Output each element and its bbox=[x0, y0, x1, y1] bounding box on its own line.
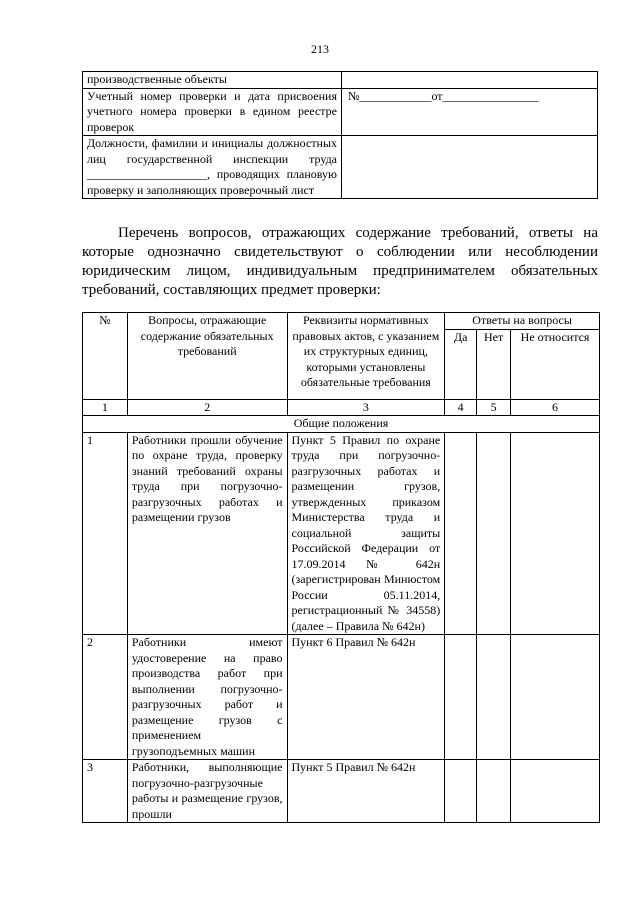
row-act: Пункт 6 Правил № 642н bbox=[287, 635, 445, 760]
col-number: 4 bbox=[445, 399, 477, 416]
row-act: Пункт 5 Правил по охране труда при погрузочно-разгрузочных работах и размещении грузов, утвержденных приказом Министерства труда и социальной защиты Российской Федерации от 17.09.2014 № 642н (зарегистрирован Минюстом России 05.11.2014, регистрационный № 34558) (далее – Правила № 642н) bbox=[287, 432, 445, 635]
answer-no-cell[interactable] bbox=[477, 432, 511, 635]
header-row bbox=[83, 313, 600, 330]
info-row bbox=[83, 88, 598, 136]
col-number: 3 bbox=[287, 399, 445, 416]
row-num: 2 bbox=[83, 635, 128, 760]
row-question: Работники, выполняющие погрузочно-разгрузочные работы и размещение грузов, прошли bbox=[127, 760, 287, 823]
answer-no-cell[interactable] bbox=[477, 635, 511, 760]
inspection-info-table bbox=[82, 71, 598, 199]
col-number: 5 bbox=[477, 399, 511, 416]
header-yes: Да bbox=[445, 329, 477, 399]
answer-yes-cell[interactable] bbox=[445, 760, 477, 823]
info-label: Должности, фамилии и инициалы должностных лиц государственной инспекции труда ____________________, проводящих плановую проверку и заполняющих проверочный лист bbox=[83, 136, 342, 199]
info-value: №____________от________________ bbox=[342, 88, 598, 136]
info-row bbox=[83, 72, 598, 89]
answer-na-cell[interactable] bbox=[511, 760, 600, 823]
table-row bbox=[83, 635, 600, 760]
table-row bbox=[83, 432, 600, 635]
row-question: Работники прошли обучение по охране труда, проверку знаний требований охраны труда при погрузочно-разгрузочных работах и размещении грузов bbox=[127, 432, 287, 635]
answer-yes-cell[interactable] bbox=[445, 432, 477, 635]
table-row bbox=[83, 760, 600, 823]
intro-paragraph: Перечень вопросов, отражающих содержание требований, ответы на которые однозначно свидетельствуют о соблюдении или несоблюдении юридическим лицом, индивидуальным предпринимателем обязательных требований, составляющих предмет проверки: bbox=[82, 225, 598, 298]
checklist-table bbox=[82, 312, 600, 823]
header-num: № bbox=[83, 313, 128, 400]
answer-no-cell[interactable] bbox=[477, 760, 511, 823]
header-acts: Реквизиты нормативных правовых актов, с указанием их структурных единиц, которыми установлены обязательные требования bbox=[287, 313, 445, 400]
row-question: Работники имеют удостоверение на право производства работ при выполнении погрузочно-разгрузочных работ и размещение грузов с применением грузоподъемных машин bbox=[127, 635, 287, 760]
info-row bbox=[83, 136, 598, 199]
header-questions: Вопросы, отражающие содержание обязательных требований bbox=[127, 313, 287, 400]
answer-na-cell[interactable] bbox=[511, 432, 600, 635]
info-value bbox=[342, 136, 598, 199]
header-na: Не относится bbox=[511, 329, 600, 399]
column-numbers-row bbox=[83, 399, 600, 416]
row-num: 1 bbox=[83, 432, 128, 635]
row-num: 3 bbox=[83, 760, 128, 823]
header-answers: Ответы на вопросы bbox=[445, 313, 600, 330]
row-act: Пункт 5 Правил № 642н bbox=[287, 760, 445, 823]
info-label: Учетный номер проверки и дата присвоения учетного номера проверки в едином реестре проверок bbox=[83, 88, 342, 136]
section-title: Общие положения bbox=[83, 416, 600, 433]
answer-na-cell[interactable] bbox=[511, 635, 600, 760]
answer-yes-cell[interactable] bbox=[445, 635, 477, 760]
info-value bbox=[342, 72, 598, 89]
page-number: 213 bbox=[311, 42, 329, 56]
col-number: 1 bbox=[83, 399, 128, 416]
header-no: Нет bbox=[477, 329, 511, 399]
col-number: 6 bbox=[511, 399, 600, 416]
section-row bbox=[83, 416, 600, 433]
col-number: 2 bbox=[127, 399, 287, 416]
info-label: производственные объекты bbox=[83, 72, 342, 89]
